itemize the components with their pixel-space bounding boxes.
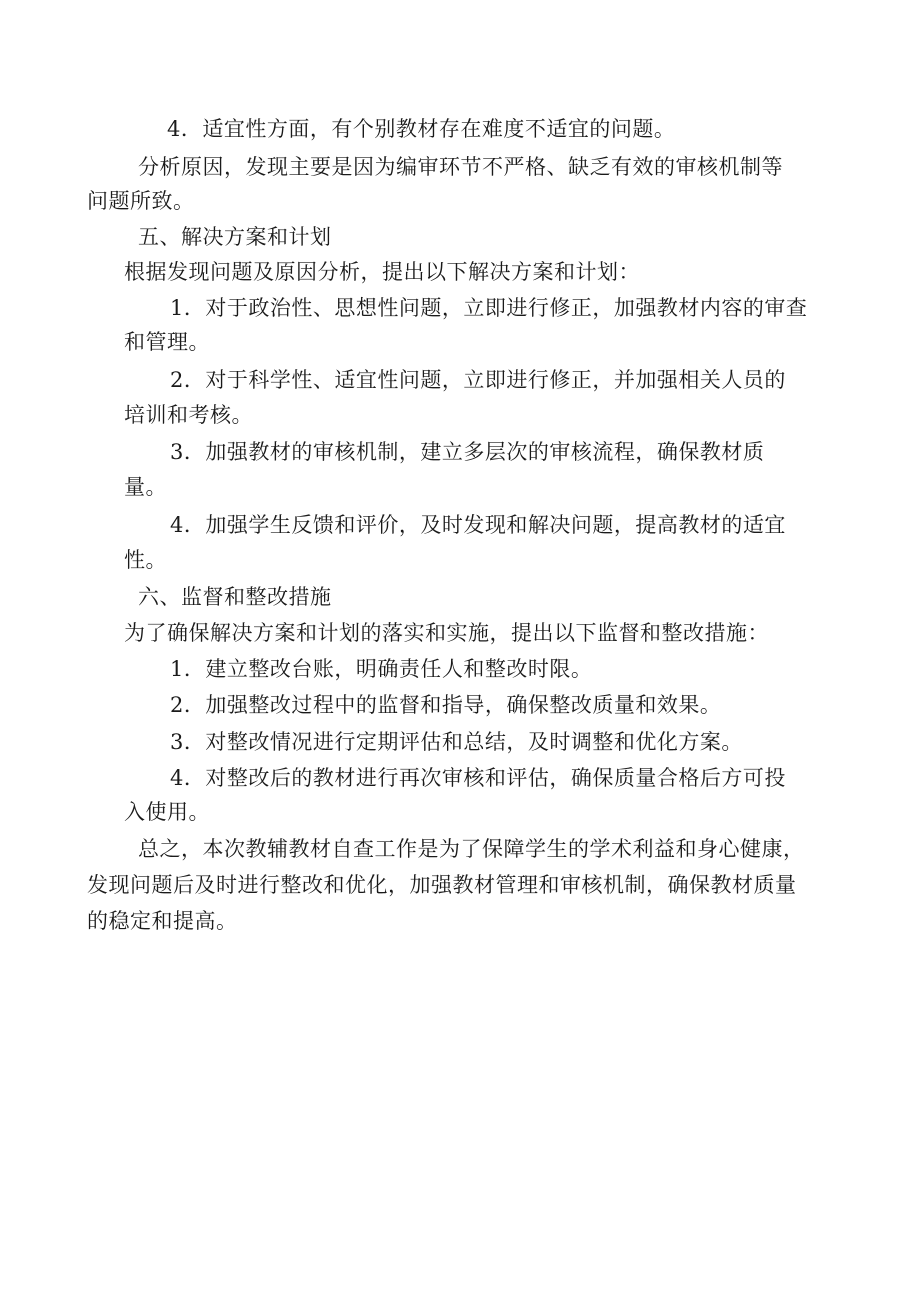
- paragraph-conclusion-cont-2: 的稳定和提高。: [87, 909, 238, 933]
- list-item-measure-3: 3．对整改情况进行定期评估和总结，及时调整和优化方案。: [170, 730, 743, 754]
- list-item-solution-1-cont: 和管理。: [124, 330, 210, 354]
- paragraph-solution-intro: 根据发现问题及原因分析，提出以下解决方案和计划：: [124, 260, 640, 284]
- list-item-measure-4-cont: 入使用。: [124, 800, 210, 824]
- list-item-measure-1: 1．建立整改台账，明确责任人和整改时限。: [170, 657, 593, 681]
- list-item-solution-3: 3．加强教材的审核机制，建立多层次的审核流程，确保教材质: [170, 440, 765, 464]
- list-item-solution-3-cont: 量。: [124, 475, 167, 499]
- section-heading-6: 六、监督和整改措施: [138, 585, 332, 609]
- paragraph-conclusion-cont-1: 发现问题后及时进行整改和优化，加强教材管理和审核机制，确保教材质量: [87, 873, 797, 897]
- paragraph-supervision-intro: 为了确保解决方案和计划的落实和实施，提出以下监督和整改措施：: [124, 621, 769, 645]
- list-item-measure-2: 2．加强整改过程中的监督和指导，确保整改质量和效果。: [170, 693, 722, 717]
- list-item-measure-4: 4．对整改后的教材进行再次审核和评估，确保质量合格后方可投: [170, 766, 786, 790]
- paragraph-cause-analysis: 分析原因，发现主要是因为编审环节不严格、缺乏有效的审核机制等: [138, 155, 783, 179]
- list-item-solution-1: 1．对于政治性、思想性问题，立即进行修正，加强教材内容的审查: [170, 296, 808, 320]
- list-item-suitability: 4．适宜性方面，有个别教材存在难度不适宜的问题。: [167, 117, 676, 141]
- list-item-solution-4: 4．加强学生反馈和评价，及时发现和解决问题，提高教材的适宜: [170, 513, 786, 537]
- list-item-solution-4-cont: 性。: [124, 548, 167, 572]
- section-heading-5: 五、解决方案和计划: [138, 225, 332, 249]
- list-item-solution-2: 2．对于科学性、适宜性问题，立即进行修正，并加强相关人员的: [170, 368, 786, 392]
- paragraph-conclusion: 总之，本次教辅教材自查工作是为了保障学生的学术利益和身心健康，: [138, 837, 805, 861]
- list-item-solution-2-cont: 培训和考核。: [124, 403, 253, 427]
- paragraph-cause-analysis-cont: 问题所致。: [87, 189, 195, 213]
